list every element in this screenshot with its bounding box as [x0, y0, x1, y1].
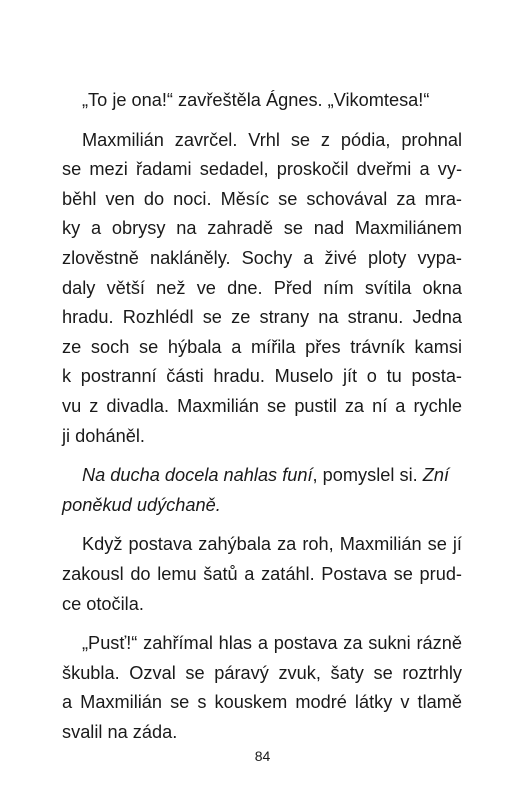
text-line: hradu. Rozhlédl se ze strany na stranu. Jedna — [62, 307, 462, 328]
text-line: „Pusť!“ zahřímal hlas a postava za sukni rázně — [82, 633, 462, 654]
text-line: poněkud udýchaně. — [62, 494, 221, 515]
paragraph — [62, 629, 462, 747]
text-line: ky a obrysy na zahradě se nad Maxmiliánem — [62, 218, 462, 239]
text-line: zlověstně nakláněly. Sochy a živé ploty vypa- — [62, 247, 462, 268]
text-line: Maxmilián zavrčel. Vrhl se z pódia, prohnal — [82, 129, 462, 150]
body-text — [62, 86, 462, 747]
text-line: ze soch se hýbala a mířila přes trávník kamsi — [62, 336, 462, 357]
paragraph — [62, 461, 462, 520]
italic-text: Na ducha docela nahlas funí — [82, 465, 313, 486]
text-line: vu z divadla. Maxmilián se pustil za ní a rychle — [62, 395, 462, 416]
text-line: ji doháněl. — [62, 425, 145, 446]
text-line: zakousl do lemu šatů a zatáhl. Postava se prud- — [62, 563, 462, 584]
text-line: daly větší než ve dne. Před ním svítila okna — [62, 277, 462, 298]
text-line: „To je ona!“ zavřeštěla Ágnes. „Vikomtesa!“ — [82, 90, 430, 110]
paragraph — [62, 126, 462, 452]
text-line: ce otočila. — [62, 593, 144, 614]
text-line: škubla. Ozval se páravý zvuk, šaty se roztrhly — [62, 662, 462, 683]
text-line: Když postava zahýbala za roh, Maxmilián se jí — [82, 534, 462, 555]
text-line — [62, 461, 462, 491]
text-line: a Maxmilián se s kouskem modré látky v tlamě — [62, 692, 462, 713]
italic-text: Zní — [422, 465, 449, 486]
paragraph — [62, 530, 462, 619]
text: , pomyslel si. — [312, 465, 423, 486]
text-line: svalil na záda. — [62, 721, 178, 742]
text-line: běhl ven do noci. Měsíc se schovával za mra- — [62, 188, 462, 209]
text-line: se mezi řadami sedadel, proskočil dveřmi a vy- — [62, 159, 462, 180]
text-line: k postranní části hradu. Muselo jít o tu posta- — [62, 366, 462, 387]
page-number: 84 — [254, 748, 271, 764]
